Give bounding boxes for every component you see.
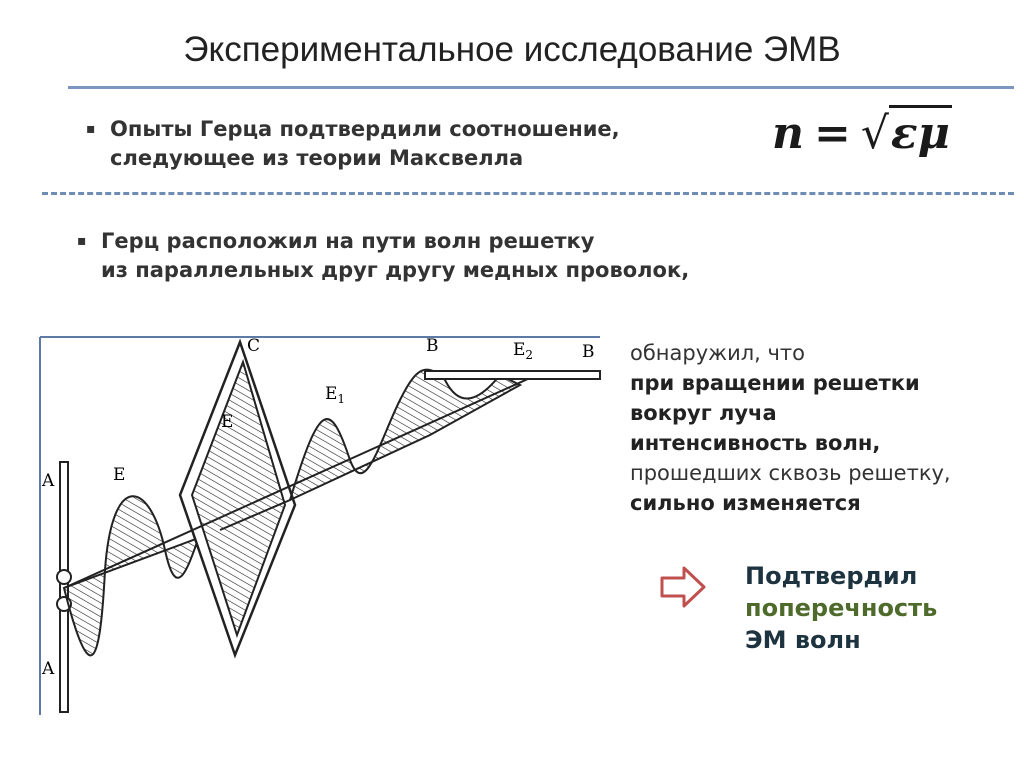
receiver-rod: [425, 371, 600, 379]
label-a-top: A: [42, 471, 55, 491]
label-c: C: [247, 336, 261, 356]
bullet2-line1: Герц расположил на пути волн решетку: [101, 229, 595, 253]
desc-line5: прошедших сквозь решетку,: [630, 461, 951, 485]
label-b-right: B: [582, 342, 595, 362]
observation-text: [630, 338, 951, 518]
label-e-grid: E: [221, 412, 234, 432]
label-a-bottom: A: [42, 659, 55, 679]
emitter-ball-top: [57, 570, 71, 584]
desc-line6: сильно изменяется: [630, 491, 861, 515]
label-e: E: [113, 465, 126, 485]
conclusion-line1: Подтвердил: [745, 562, 918, 590]
formula-equals: =: [814, 108, 851, 159]
conclusion-line2: поперечность: [745, 594, 938, 622]
formula-radicand: εμ: [889, 105, 952, 159]
bullet1-line2: следующее из теории Максвелла: [110, 146, 524, 170]
label-e2: $E_2$: [513, 340, 534, 362]
conclusion-line3: ЭМ волн: [745, 626, 861, 654]
desc-line2: при вращении решетки: [630, 371, 920, 395]
conclusion-text: [745, 560, 937, 656]
section-divider: [42, 192, 1014, 195]
title-underline: [68, 86, 1014, 89]
slide-title: Экспериментальное исследование ЭМВ: [183, 30, 841, 69]
hertz-grid-figure: [30, 320, 610, 720]
radical-sign: √: [860, 108, 889, 159]
bullet-hertz-experiments: [86, 115, 620, 173]
bullet-marker: ▪: [86, 121, 96, 137]
label-b: B: [426, 336, 439, 356]
bullet1-line1: Опыты Герца подтвердили соотношение,: [110, 117, 620, 141]
desc-line4: интенсивность волн,: [630, 431, 881, 455]
desc-line3: вокруг луча: [630, 401, 777, 425]
formula-lhs: n: [772, 108, 804, 159]
label-e1: $E_1$: [325, 384, 346, 406]
beam-axis: [64, 378, 530, 588]
formula-refractive-index: [772, 108, 952, 159]
bullet-marker: ▪: [77, 233, 87, 249]
right-arrow-icon: [660, 566, 706, 608]
bullet2-line2: из параллельных друг другу медных проволок,: [101, 258, 690, 282]
wire-grid: [192, 362, 285, 635]
desc-line1: обнаружил, что: [630, 341, 805, 365]
bullet-hertz-grid: [77, 227, 690, 285]
